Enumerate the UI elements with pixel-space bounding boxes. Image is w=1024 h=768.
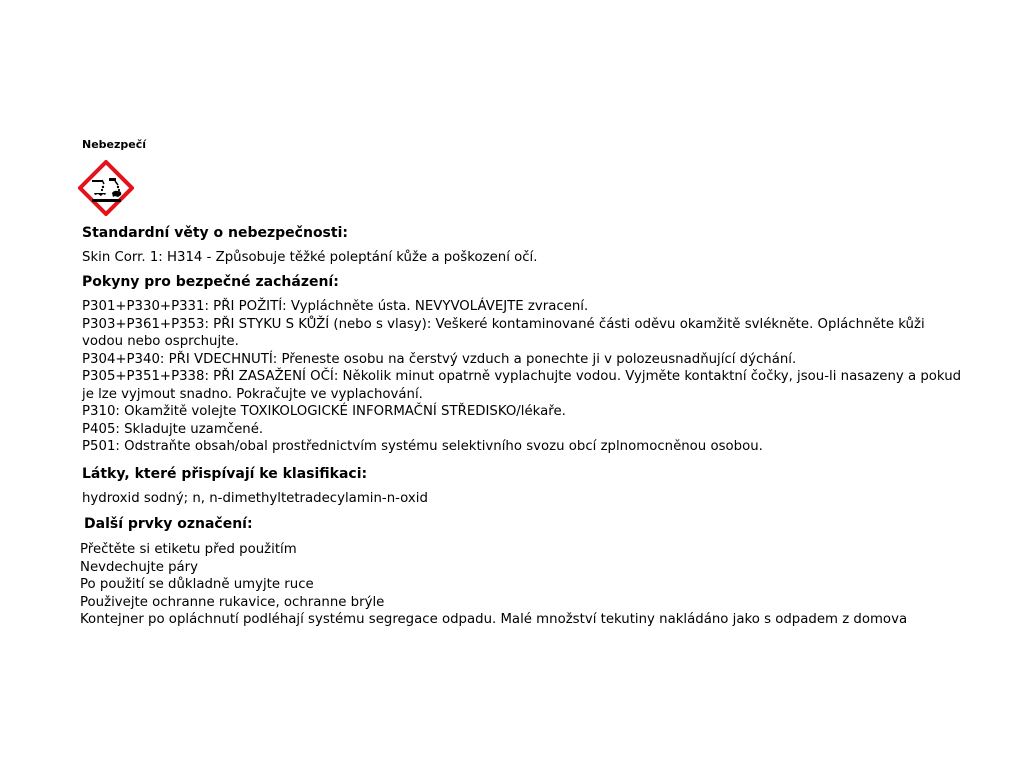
precaution-line: P304+P340: PŘI VDECHNUTÍ: Přeneste osobu na čerstvý vzduch a ponechte ji v polozeusnadňující dýchání. <box>82 351 797 367</box>
corrosion-icon <box>78 160 134 216</box>
precaution-line: je lze vyjmout snadno. Pokračujte ve vyplachování. <box>82 386 423 402</box>
corrosion-pictogram <box>78 160 134 216</box>
precaution-line: P301+P330+P331: PŘI POŽITÍ: Vypláchněte ústa. NEVYVOLÁVEJTE zvracení. <box>82 299 589 314</box>
precautionary-statements <box>82 298 962 456</box>
labelling-line: Kontejner po opláchnutí podléhají systému segregace odpadu. Malé množství tekutiny nakládáno jako s odpadem z domova <box>80 612 908 627</box>
labelling-line: Přečtěte si etiketu před použitím <box>80 542 297 557</box>
additional-labelling-heading: Další prvky označení: <box>84 516 253 532</box>
precaution-line: P305+P351+P338: PŘI ZASAŽENÍ OČÍ: Několik minut opatrně vyplachujte vodou. Vyjměte kontaktní čočky, jsou-li nasazeny a pokud <box>82 369 962 384</box>
hazard-line: Skin Corr. 1: H314 - Způsobuje těžké poleptání kůže a poškození očí. <box>82 250 538 265</box>
labelling-line: Použivejte ochranne rukavice, ochranne brýle <box>80 594 385 610</box>
precaution-line: P303+P361+P353: PŘI STYKU S KŮŽÍ (nebo s vlasy): Veškeré kontaminované části oděvu okamžitě svlékněte. Opláchněte kůži <box>82 316 925 332</box>
contributing-substances <box>82 490 962 508</box>
signal-word: Nebezpečí <box>82 138 147 151</box>
precaution-line: vodou nebo osprchujte. <box>82 334 239 349</box>
precautionary-statements-heading: Pokyny pro bezpečné zacházení: <box>82 274 339 290</box>
labelling-line: Po použití se důkladně umyjte ruce <box>80 577 314 592</box>
contributing-substances-heading: Látky, které přispívají ke klasifikaci: <box>82 466 368 482</box>
additional-labelling <box>80 541 960 629</box>
precaution-line: P310: Okamžitě volejte TOXIKOLOGICKÉ INFORMAČNÍ STŘEDISKO/lékaře. <box>82 404 566 419</box>
precaution-line: P501: Odstraňte obsah/obal prostřednictvím systému selektivního svozu obcí zplnomocněnou osobou. <box>82 439 763 454</box>
labelling-line: Nevdechujte páry <box>80 559 199 575</box>
hazard-statements <box>82 249 962 267</box>
precaution-line: P405: Skladujte uzamčené. <box>82 421 264 437</box>
substance-line: hydroxid sodný; n, n-dimethyltetradecylamin-n-oxid <box>82 491 428 506</box>
hazard-statements-heading: Standardní věty o nebezpečnosti: <box>82 225 348 241</box>
